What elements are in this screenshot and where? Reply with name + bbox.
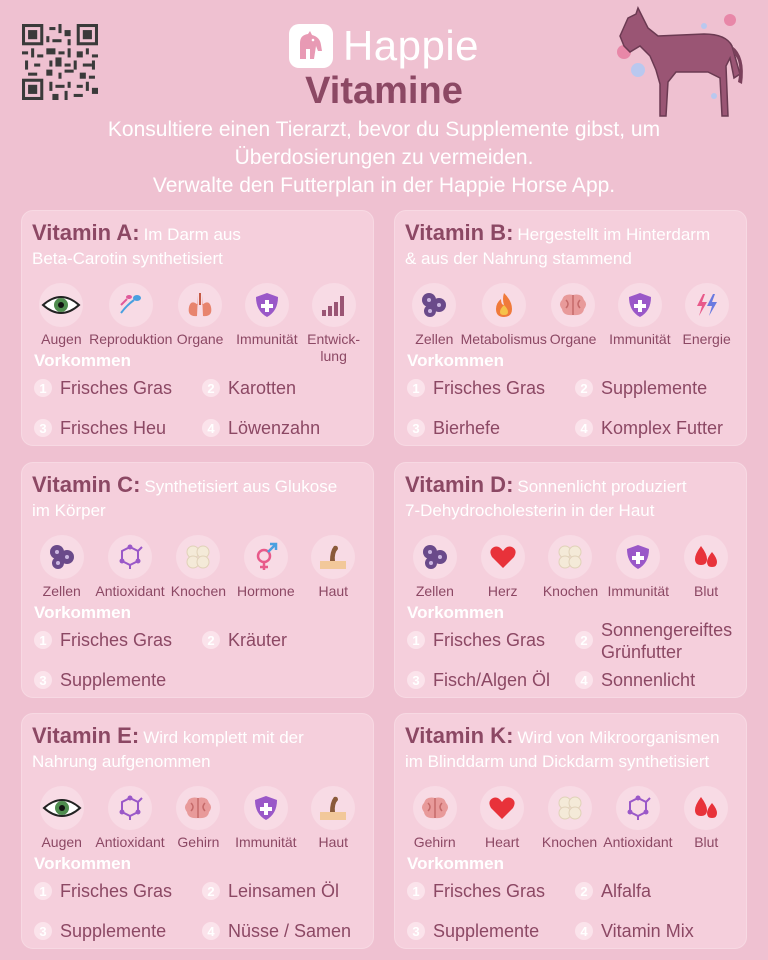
benefit-item [232, 535, 299, 600]
subtitle-line: Überdosierungen zu vermeiden. [234, 146, 534, 169]
benefit-item [540, 283, 607, 348]
benefit-item [673, 786, 740, 851]
benefit-item [537, 535, 605, 600]
benefit-label [307, 331, 360, 365]
blood-drops-icon [684, 786, 728, 830]
food-number: 4 [575, 419, 593, 437]
vitamin-desc: Hergestellt im Hinterdarm [517, 225, 711, 244]
food-number: 2 [575, 882, 593, 900]
benefit-label: Zellen [415, 583, 454, 599]
food-item [407, 880, 545, 902]
lightning-icon [685, 283, 729, 327]
benefit-label: Antioxidant [95, 583, 165, 599]
eye-icon [40, 786, 84, 830]
food-number: 1 [407, 631, 425, 649]
food-text: Supplemente [601, 378, 708, 398]
vitamin-desc: Wird von Mikroorganismen [517, 728, 720, 747]
benefit-item [28, 535, 95, 600]
food-text: Frisches Heu [60, 418, 167, 438]
food-number: 3 [34, 419, 52, 437]
benefit-label: Blut [694, 834, 719, 850]
bone-icon [548, 535, 592, 579]
lungs-icon [178, 283, 222, 327]
food-item [34, 880, 172, 902]
benefit-item [95, 786, 164, 851]
food-text: Komplex Futter [601, 418, 724, 438]
brain-icon [551, 283, 595, 327]
benefit-label: Gehirn [177, 834, 220, 850]
benefit-label: Reproduktion [89, 331, 173, 347]
food-text: Alfalfa [601, 881, 652, 901]
food-item [407, 669, 550, 691]
benefit-item [673, 283, 740, 348]
food-number: 3 [407, 671, 425, 689]
heart-icon [481, 535, 525, 579]
vitamin-desc: Beta-Carotin synthetisiert [32, 249, 223, 268]
vitamin-desc: Wird komplett mit der [143, 728, 304, 747]
food-item [34, 669, 166, 691]
benefit-label: Blut [694, 583, 719, 599]
food-text: Nüsse / Samen [228, 921, 352, 941]
benefit-label: Immunität [609, 331, 671, 347]
food-number: 2 [202, 379, 220, 397]
vitamin-desc: Synthetisiert aus Glukose [144, 477, 338, 496]
subtitle-line: Verwalte den Futterplan in der Happie Horse App. [152, 174, 616, 197]
benefit-label: Hormone [237, 583, 295, 599]
benefit-item [165, 535, 232, 600]
vitamin-card [21, 210, 374, 446]
food-text: Frisches Gras [60, 378, 173, 398]
benefit-item [300, 283, 367, 365]
vorkommen-heading: Vorkommen [407, 854, 504, 873]
benefit-item [401, 535, 469, 600]
food-text-line: Sonnengereiftes [601, 620, 733, 640]
food-item [575, 669, 695, 691]
food-item [202, 377, 296, 399]
growth-chart-icon [312, 283, 356, 327]
benefit-label: Antioxidant [603, 834, 673, 850]
benefit-label: Haut [318, 583, 349, 599]
food-number: 1 [34, 379, 52, 397]
food-item [202, 880, 339, 902]
food-item [34, 629, 172, 651]
food-number: 2 [575, 631, 593, 649]
food-number: 2 [202, 882, 220, 900]
food-text: Frisches Gras [433, 378, 546, 398]
food-item [407, 377, 545, 399]
horse-logo-icon [289, 24, 333, 68]
food-item [575, 377, 707, 399]
vitamin-name: Vitamin E: [32, 723, 140, 748]
brain-icon [176, 786, 220, 830]
horse-illustration [614, 6, 754, 124]
food-number: 1 [407, 379, 425, 397]
food-item [202, 629, 287, 651]
card-header [405, 473, 736, 523]
benefit-label: Immunität [236, 331, 298, 347]
food-item [202, 417, 320, 439]
benefit-item [468, 786, 535, 851]
food-number: 4 [202, 419, 220, 437]
food-number: 1 [34, 882, 52, 900]
flame-icon [482, 283, 526, 327]
vitamin-desc: im Körper [32, 501, 106, 520]
vitamin-desc: Nahrung aufgenommen [32, 752, 211, 771]
food-number: 4 [202, 922, 220, 940]
vitamin-card [21, 462, 374, 698]
vitamin-card [394, 713, 747, 949]
food-item [575, 880, 651, 902]
food-item [575, 920, 694, 942]
food-text: Supplemente [60, 670, 167, 690]
food-text: Löwenzahn [228, 418, 321, 438]
food-item [407, 417, 500, 439]
sperm-icon [109, 283, 153, 327]
benefit-label: Heart [485, 834, 520, 850]
gender-icon [244, 535, 288, 579]
blood-drops-icon [684, 535, 728, 579]
vitamin-desc: 7-Dehydrocholesterin in der Haut [405, 501, 655, 520]
food-number: 1 [34, 631, 52, 649]
food-item [575, 619, 732, 663]
benefit-item [95, 535, 164, 600]
cells-icon [412, 283, 456, 327]
food-item [34, 920, 166, 942]
vorkommen-heading: Vorkommen [34, 603, 131, 622]
vorkommen-heading: Vorkommen [34, 351, 131, 370]
food-text: Frisches Gras [433, 630, 546, 650]
food-text: Supplemente [60, 921, 167, 941]
food-text [601, 619, 732, 663]
food-text: Fisch/Algen Öl [433, 670, 551, 690]
benefit-label: Zellen [42, 583, 81, 599]
benefit-item [165, 786, 232, 851]
bone-icon [176, 535, 220, 579]
shield-icon [616, 535, 660, 579]
benefit-item [401, 786, 468, 851]
vitamin-desc: & aus der Nahrung stammend [405, 249, 632, 268]
food-number: 2 [575, 379, 593, 397]
benefit-label-line: lung [320, 348, 347, 364]
shield-icon [618, 283, 662, 327]
food-text: Kräuter [228, 630, 288, 650]
vorkommen-heading: Vorkommen [407, 351, 504, 370]
food-text: Bierhefe [433, 418, 501, 438]
benefit-item [603, 786, 672, 851]
food-item [34, 377, 172, 399]
vitamin-desc: im Blinddarm und Dickdarm synthetisiert [405, 752, 710, 771]
benefit-item [469, 535, 537, 600]
benefit-label: Knochen [542, 583, 599, 599]
skin-icon [311, 786, 355, 830]
food-number: 3 [34, 922, 52, 940]
vitamin-name: Vitamin K: [405, 723, 514, 748]
vitamin-desc: Sonnenlicht produziert [517, 477, 687, 496]
benefit-label: Organe [176, 331, 224, 347]
cells-icon [40, 535, 84, 579]
food-item [202, 920, 351, 942]
benefit-item [607, 283, 674, 348]
food-text: Supplemente [433, 921, 540, 941]
vitamin-card [21, 713, 374, 949]
vitamin-name: Vitamin A: [32, 220, 140, 245]
card-header [405, 724, 736, 774]
shield-icon [245, 283, 289, 327]
benefit-label-line: Entwick- [307, 331, 361, 347]
benefit-label: Herz [487, 583, 518, 599]
benefit-item [28, 786, 95, 851]
benefit-label: Gehirn [413, 834, 456, 850]
card-header [32, 724, 363, 774]
benefit-label: Knochen [541, 834, 598, 850]
food-number: 4 [575, 671, 593, 689]
food-text: Vitamin Mix [601, 921, 694, 941]
vorkommen-heading: Vorkommen [407, 603, 504, 622]
food-text: Frisches Gras [60, 881, 173, 901]
page-title: Vitamine [305, 70, 463, 112]
card-header [405, 221, 736, 271]
subtitle [40, 116, 728, 200]
food-number: 1 [407, 882, 425, 900]
brand-name: Happie [342, 22, 480, 69]
shield-icon [244, 786, 288, 830]
benefit-label: Immunität [235, 834, 297, 850]
food-number: 4 [575, 922, 593, 940]
benefit-item [232, 786, 299, 851]
vorkommen-heading: Vorkommen [34, 854, 131, 873]
cells-icon [413, 535, 457, 579]
brain-icon [413, 786, 457, 830]
benefit-item [300, 786, 367, 851]
food-item [407, 920, 539, 942]
benefit-label: Augen [41, 834, 82, 850]
benefit-item [300, 535, 367, 600]
food-text: Frisches Gras [433, 881, 546, 901]
subtitle-line: Konsultiere einen Tierarzt, bevor du Supplemente gibst, um [107, 118, 661, 141]
eye-icon [39, 283, 83, 327]
molecule-icon [616, 786, 660, 830]
food-text: Sonnenlicht [601, 670, 696, 690]
benefit-label: Antioxidant [95, 834, 165, 850]
benefit-item [672, 535, 740, 600]
skin-icon [311, 535, 355, 579]
benefit-item [401, 283, 468, 348]
benefit-label: Haut [318, 834, 349, 850]
food-text: Leinsamen Öl [228, 881, 340, 901]
food-text: Frisches Gras [60, 630, 173, 650]
food-item [575, 417, 723, 439]
vitamin-card [394, 462, 747, 698]
card-header [32, 473, 363, 523]
food-text: Karotten [228, 378, 297, 398]
vitamin-name: Vitamin D: [405, 472, 514, 497]
benefit-label: Metabolismus [460, 331, 547, 347]
benefit-item [234, 283, 301, 365]
food-number: 2 [202, 631, 220, 649]
molecule-icon [108, 535, 152, 579]
food-number: 3 [407, 419, 425, 437]
benefit-label: Organe [549, 331, 597, 347]
vitamin-desc: Im Darm aus [143, 225, 241, 244]
benefit-label: Knochen [170, 583, 227, 599]
bone-icon [548, 786, 592, 830]
heart-icon [480, 786, 524, 830]
card-header [32, 221, 363, 271]
benefit-label: Augen [41, 331, 82, 347]
food-item [407, 629, 545, 651]
food-number: 3 [407, 922, 425, 940]
benefit-item [167, 283, 234, 365]
food-number: 3 [34, 671, 52, 689]
benefit-item [604, 535, 672, 600]
food-item [34, 417, 166, 439]
benefit-label: Energie [682, 331, 731, 347]
vitamin-name: Vitamin B: [405, 220, 514, 245]
benefit-label: Zellen [415, 331, 454, 347]
vitamin-name: Vitamin C: [32, 472, 141, 497]
benefit-label: Immunität [607, 583, 670, 599]
molecule-icon [108, 786, 152, 830]
benefit-item [536, 786, 603, 851]
vitamin-card [394, 210, 747, 446]
benefit-item [460, 283, 547, 348]
food-text-line: Grünfutter [601, 642, 683, 662]
